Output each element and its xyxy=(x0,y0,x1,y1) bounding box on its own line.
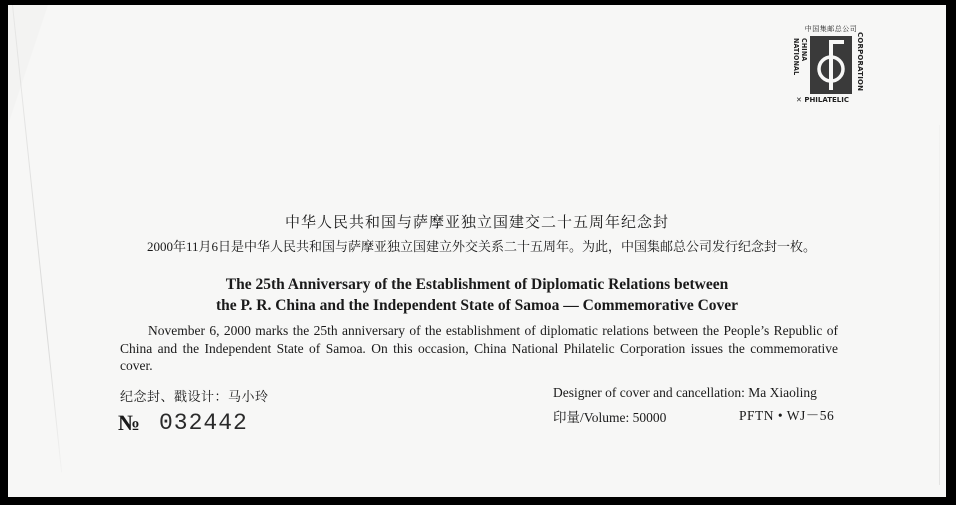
english-body: November 6, 2000 marks the 25th anniversary of the establishment of diplomatic relations between the People’s Republic of China and the Independent State of Samoa. On this occasion, China National Philatelic Corporation issues the commemorative cover. xyxy=(120,323,838,373)
print-volume: 印量/Volume: 50000 xyxy=(553,410,667,425)
english-title-line1: The 25th Anniversary of the Establishment of Diplomatic Relations between xyxy=(225,276,729,293)
envelope-back xyxy=(8,5,946,497)
serial-number: 032442 xyxy=(159,410,248,436)
logo-phi-icon xyxy=(810,36,852,94)
logo-bottom-label: PHILATELIC xyxy=(804,96,849,104)
serial-label: № xyxy=(118,410,141,435)
designer-english: Designer of cover and cancellation: Ma Xiaoling xyxy=(553,385,817,400)
cnpc-logo xyxy=(792,24,866,110)
english-title-line2: the P. R. China and the Independent State of Samoa — Commemorative Cover xyxy=(215,297,739,314)
logo-side-right-text: CORPORATION xyxy=(856,32,864,92)
chinese-body: 2000年11月6日是中华人民共和国与萨摩亚独立国建立外交关系二十五周年。为此，中国集邮总公司发行纪念封一枚。 xyxy=(147,239,817,254)
logo-top-text: 中国集邮总公司 xyxy=(804,25,858,33)
designer-chinese: 纪念封、戳设计：马小玲 xyxy=(120,389,269,404)
pftn-code: PFTN • WJ－56 xyxy=(739,408,835,423)
logo-side-left-text: CHINA NATIONAL xyxy=(792,38,808,76)
chinese-title: 中华人民共和国与萨摩亚独立国建交二十五周年纪念封 xyxy=(284,215,669,231)
logo-bottom-text: ✕ PHILATELIC xyxy=(796,96,849,104)
